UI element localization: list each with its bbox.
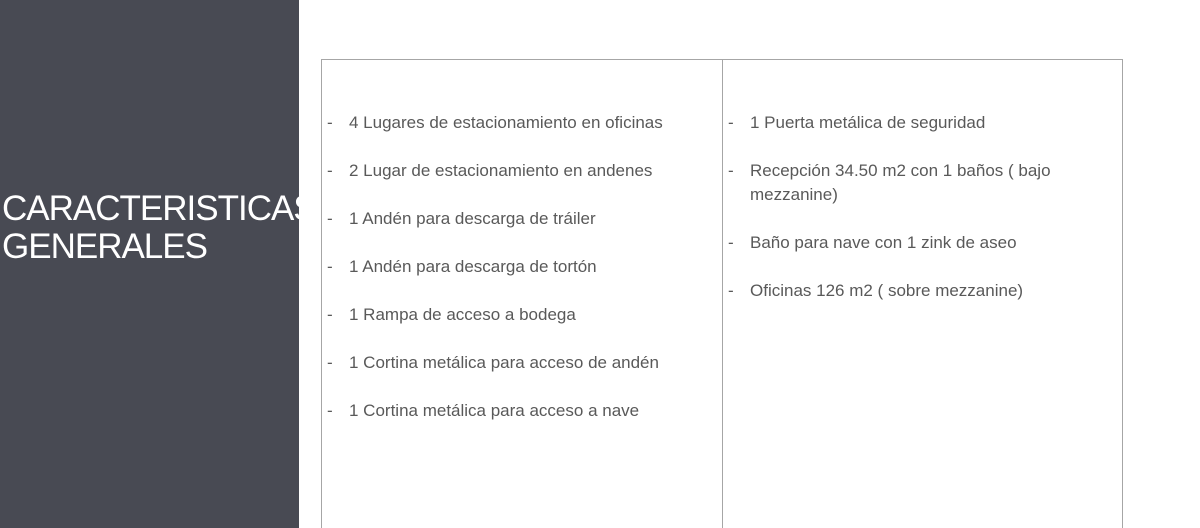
bullet-dash: - bbox=[327, 401, 333, 420]
list-item bbox=[327, 255, 717, 279]
bullet-dash: - bbox=[327, 209, 333, 228]
list-item-text: 1 Puerta metálica de seguridad bbox=[750, 113, 986, 132]
list-item-text: 1 Cortina metálica para acceso a nave bbox=[349, 401, 640, 420]
list-item bbox=[728, 111, 1080, 135]
list-item bbox=[327, 399, 717, 423]
bullet-dash: - bbox=[728, 233, 734, 252]
list-item-text: Baño para nave con 1 zink de aseo bbox=[750, 233, 1017, 252]
bullet-dash: - bbox=[327, 353, 333, 372]
right-feature-list bbox=[728, 111, 1118, 327]
list-item-text: 2 Lugar de estacionamiento en andenes bbox=[349, 161, 653, 180]
bullet-dash: - bbox=[728, 281, 734, 300]
bullet-dash: - bbox=[728, 161, 734, 180]
list-item bbox=[327, 159, 717, 183]
column-divider bbox=[722, 60, 723, 528]
list-item bbox=[728, 231, 1080, 255]
list-item bbox=[327, 351, 717, 375]
bullet-dash: - bbox=[327, 257, 333, 276]
side-panel bbox=[0, 0, 316, 528]
bullet-dash: - bbox=[728, 113, 734, 132]
features-table bbox=[321, 59, 1123, 528]
list-item-text: 1 Andén para descarga de tráiler bbox=[349, 209, 596, 228]
list-item bbox=[327, 111, 717, 135]
section-title bbox=[2, 189, 316, 266]
bullet-dash: - bbox=[327, 305, 333, 324]
list-item-text: 1 Cortina metálica para acceso de andén bbox=[349, 353, 659, 372]
section-title-line-2: GENERALES bbox=[2, 227, 207, 266]
list-item bbox=[327, 207, 717, 231]
list-item-text: 4 Lugares de estacionamiento en oficinas bbox=[349, 113, 663, 132]
list-item bbox=[728, 159, 1080, 207]
list-item-text: 1 Andén para descarga de tortón bbox=[349, 257, 597, 276]
list-item-text: 1 Rampa de acceso a bodega bbox=[349, 305, 576, 324]
list-item-text: Oficinas 126 m2 ( sobre mezzanine) bbox=[750, 281, 1024, 300]
bullet-dash: - bbox=[327, 113, 333, 132]
bullet-dash: - bbox=[327, 161, 333, 180]
list-item-text: Recepción 34.50 m2 con 1 baños ( bajo mezzanine) bbox=[750, 161, 1051, 204]
section-title-line-1: CARACTERISTICAS bbox=[2, 189, 316, 228]
list-item bbox=[728, 279, 1080, 303]
list-item bbox=[327, 303, 717, 327]
left-feature-list bbox=[327, 111, 717, 447]
